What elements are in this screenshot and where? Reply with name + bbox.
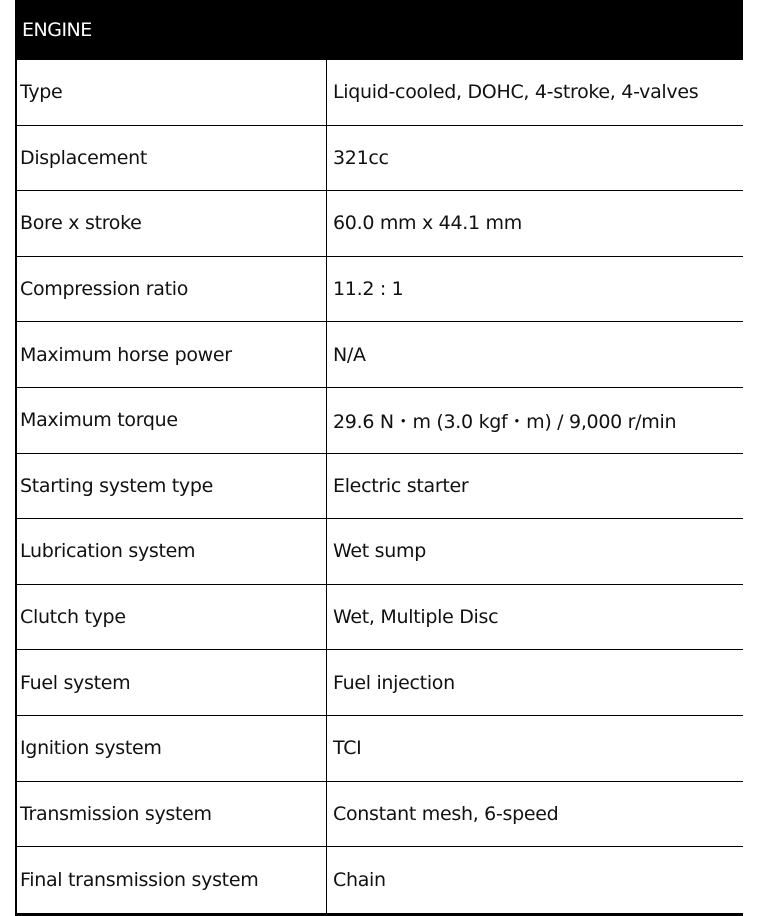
spec-label: Type — [17, 60, 327, 125]
spec-value: Chain — [333, 868, 386, 891]
spec-label: Ignition system — [17, 716, 327, 781]
spec-value: Wet, Multiple Disc — [333, 606, 499, 629]
spec-value: Liquid-cooled, DOHC, 4-stroke, 4-valves — [333, 81, 699, 104]
table-row — [17, 322, 743, 388]
spec-value: 29.6 N・m (3.0 kgf・m) / 9,000 r/min — [333, 410, 677, 433]
table-row — [17, 650, 743, 716]
spec-value: TCI — [333, 737, 362, 760]
table-row — [17, 454, 743, 520]
table-row — [17, 257, 743, 323]
table-row — [17, 782, 743, 848]
spec-label: Maximum torque — [17, 388, 327, 453]
spec-label: Displacement — [17, 126, 327, 191]
spec-value: 60.0 mm x 44.1 mm — [333, 212, 522, 235]
table-row — [17, 191, 743, 257]
table-row — [17, 519, 743, 585]
spec-label: Lubrication system — [17, 519, 327, 584]
table-row — [17, 847, 743, 913]
spec-value: Wet sump — [333, 540, 426, 563]
spec-label: Compression ratio — [17, 257, 327, 322]
spec-label: Final transmission system — [17, 847, 327, 913]
spec-label: Bore x stroke — [17, 191, 327, 256]
section-title: ENGINE — [22, 19, 92, 41]
engine-spec-table — [15, 0, 743, 916]
table-row — [17, 388, 743, 454]
spec-label: Fuel system — [17, 650, 327, 715]
spec-value: 321cc — [333, 146, 389, 169]
table-row — [17, 60, 743, 126]
spec-rows — [15, 60, 743, 916]
spec-label: Starting system type — [17, 454, 327, 519]
spec-label: Clutch type — [17, 585, 327, 650]
table-row — [17, 126, 743, 192]
spec-value: Constant mesh, 6-speed — [333, 802, 559, 825]
section-header — [15, 0, 743, 60]
spec-label: Maximum horse power — [17, 322, 327, 387]
spec-value: N/A — [333, 343, 366, 366]
spec-value: Electric starter — [333, 474, 469, 497]
spec-value: Fuel injection — [333, 671, 455, 694]
table-row — [17, 585, 743, 651]
spec-label: Transmission system — [17, 782, 327, 847]
table-row — [17, 716, 743, 782]
spec-value: 11.2 : 1 — [333, 278, 404, 301]
